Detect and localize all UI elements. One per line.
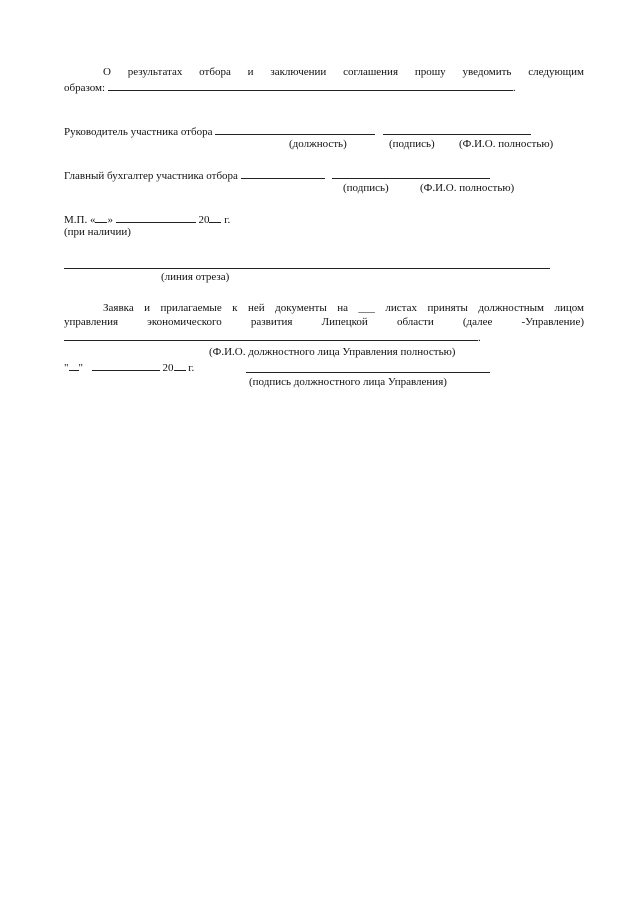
notice-method-field[interactable] [108,80,513,91]
acceptance-year-suffix: г. [188,362,195,374]
cut-line-rule [64,268,550,269]
accountant-name-field[interactable] [332,168,490,179]
acceptance-quote-close: " [78,362,83,374]
acceptance-line-2: управления экономического развития Липецкой области (далее -Управление) [64,316,584,328]
notice-line-2 [64,80,516,95]
head-caption-signature: (подпись) [389,138,435,150]
head-position-field[interactable] [215,124,375,135]
stamp-date-line [64,212,230,227]
stamp-year-field[interactable] [209,212,221,223]
stamp-if-any: (при наличии) [64,226,131,238]
head-label: Руководитель участника отбора [64,126,213,138]
acceptance-caption-signature: (подпись должностного лица Управления) [249,376,447,388]
head-caption-name: (Ф.И.О. полностью) [459,138,554,150]
stamp-month-field[interactable] [116,212,196,223]
notice-prefix: образом: [64,82,106,94]
acceptance-year-field[interactable] [174,360,186,371]
stamp-year-label: 20 [198,214,210,226]
stamp-quote-close: » [107,214,113,226]
acceptance-caption-official: (Ф.И.О. должностного лица Управления полностью) [209,346,456,358]
stamp-day-field[interactable] [95,212,107,223]
acceptance-line-1: Заявка и прилагаемые к ней документы на ___ листах приняты должностным лицом [103,302,584,314]
head-name-field[interactable] [383,124,531,135]
acceptance-signature-rule[interactable] [246,372,490,373]
stamp-year-suffix: г. [224,214,231,226]
accountant-caption-name: (Ф.И.О. полностью) [420,182,515,194]
acceptance-official-field[interactable] [64,330,478,341]
head-signature-line [64,124,531,139]
acceptance-line-3 [64,330,481,345]
stamp-mp-label: М.П. « [64,214,96,226]
accountant-label: Главный бухгалтер участника отбора [64,170,238,182]
notice-end: . [512,82,516,94]
accountant-signature-field[interactable] [241,168,325,179]
notice-line-1: О результатах отбора и заключении соглашения прошу уведомить следующим [103,66,584,78]
acceptance-quote-open: " [64,362,69,374]
accountant-signature-line [64,168,490,183]
acceptance-month-field[interactable] [92,360,160,371]
acceptance-date-line [64,360,194,375]
acceptance-day-field[interactable] [69,360,79,371]
acceptance-year-label: 20 [162,362,174,374]
head-caption-position: (должность) [289,138,347,150]
accountant-caption-signature: (подпись) [343,182,389,194]
acceptance-end: . [478,332,481,344]
cut-line-caption: (линия отреза) [161,271,230,283]
